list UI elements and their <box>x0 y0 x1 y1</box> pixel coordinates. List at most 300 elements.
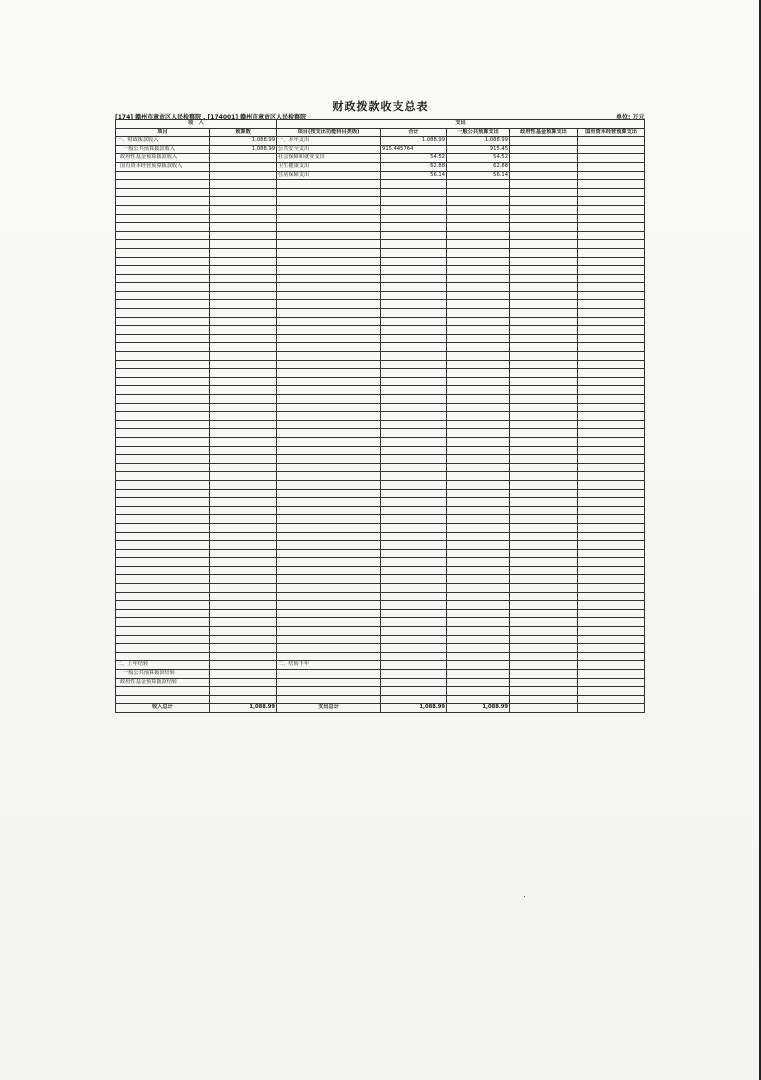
empty-cell <box>578 240 645 249</box>
empty-cell <box>210 635 277 644</box>
empty-cell <box>447 575 510 584</box>
table-row <box>116 687 645 696</box>
empty-cell <box>210 463 277 472</box>
empty-cell <box>578 446 645 455</box>
empty-cell <box>210 566 277 575</box>
empty-cell <box>510 360 578 369</box>
empty-cell <box>510 317 578 326</box>
empty-cell <box>510 523 578 532</box>
empty-cell <box>116 506 210 515</box>
empty-cell <box>510 566 578 575</box>
empty-cell <box>277 197 381 206</box>
empty-cell <box>578 214 645 223</box>
empty-cell <box>510 395 578 404</box>
empty-cell <box>210 274 277 283</box>
empty-cell <box>510 231 578 240</box>
empty-cell <box>381 248 447 257</box>
empty-cell <box>510 670 578 679</box>
empty-cell <box>578 661 645 670</box>
empty-cell <box>381 566 447 575</box>
empty-cell <box>447 463 510 472</box>
table-row <box>116 403 645 412</box>
empty-cell <box>447 644 510 653</box>
table-row <box>116 704 645 713</box>
empty-cell <box>381 240 447 249</box>
empty-cell <box>210 480 277 489</box>
empty-cell <box>381 231 447 240</box>
empty-cell <box>381 670 447 679</box>
empty-cell <box>210 223 277 232</box>
empty-cell <box>510 498 578 507</box>
table-row <box>116 627 645 636</box>
empty-cell <box>381 369 447 378</box>
empty-cell <box>578 334 645 343</box>
finance-table <box>115 119 645 713</box>
empty-cell <box>210 403 277 412</box>
empty-cell <box>381 420 447 429</box>
empty-cell <box>277 609 381 618</box>
empty-cell <box>116 403 210 412</box>
empty-cell <box>277 627 381 636</box>
empty-cell <box>210 352 277 361</box>
empty-cell <box>277 257 381 266</box>
empty-cell <box>447 670 510 679</box>
empty-cell <box>447 197 510 206</box>
empty-cell <box>210 317 277 326</box>
empty-cell <box>210 652 277 661</box>
empty-cell <box>116 695 210 704</box>
empty-cell <box>381 584 447 593</box>
empty-cell <box>116 343 210 352</box>
income-group-header: 收 入 <box>116 120 277 129</box>
empty-cell <box>510 180 578 189</box>
table-row <box>116 360 645 369</box>
empty-cell <box>381 180 447 189</box>
empty-cell <box>277 300 381 309</box>
table-row <box>116 309 645 318</box>
header-group-row <box>116 120 645 129</box>
general-budget-cell: 1,088.99 <box>447 137 510 146</box>
empty-cell <box>210 248 277 257</box>
empty-cell <box>381 395 447 404</box>
empty-cell <box>381 334 447 343</box>
empty-cell <box>578 506 645 515</box>
state-capital-cell <box>578 154 645 163</box>
empty-cell <box>510 618 578 627</box>
empty-cell <box>210 197 277 206</box>
table-row <box>116 678 645 687</box>
empty-cell <box>510 274 578 283</box>
expense-item-header: 项目(按支出功能科目类级) <box>277 128 381 137</box>
empty-cell <box>510 635 578 644</box>
empty-cell <box>381 635 447 644</box>
empty-cell <box>116 644 210 653</box>
table-row <box>116 326 645 335</box>
empty-cell <box>510 532 578 541</box>
empty-cell <box>447 343 510 352</box>
empty-cell <box>210 180 277 189</box>
table-row <box>116 575 645 584</box>
empty-cell <box>510 257 578 266</box>
empty-cell <box>210 523 277 532</box>
table-row <box>116 618 645 627</box>
table-row <box>116 334 645 343</box>
general-budget-cell: 915.45 <box>447 145 510 154</box>
empty-cell <box>510 678 578 687</box>
empty-cell <box>381 300 447 309</box>
fund-budget-cell <box>510 137 578 146</box>
empty-cell <box>578 695 645 704</box>
empty-cell <box>447 309 510 318</box>
empty-cell <box>116 240 210 249</box>
empty-cell <box>116 334 210 343</box>
empty-cell <box>277 214 381 223</box>
empty-cell <box>116 687 210 696</box>
empty-cell <box>277 644 381 653</box>
empty-cell <box>578 601 645 610</box>
table-row <box>116 661 645 670</box>
empty-cell <box>447 326 510 335</box>
empty-cell <box>210 429 277 438</box>
empty-cell <box>510 609 578 618</box>
empty-cell <box>277 652 381 661</box>
table-row <box>116 197 645 206</box>
empty-cell <box>277 541 381 550</box>
empty-cell <box>210 231 277 240</box>
empty-cell <box>116 309 210 318</box>
empty-cell <box>277 695 381 704</box>
empty-cell <box>510 455 578 464</box>
empty-cell <box>277 291 381 300</box>
empty-cell <box>447 386 510 395</box>
empty-cell <box>277 601 381 610</box>
general-budget-header: 一般公共预算支出 <box>447 128 510 137</box>
table-row <box>116 463 645 472</box>
table-row <box>116 343 645 352</box>
empty-cell <box>578 352 645 361</box>
empty-cell <box>116 618 210 627</box>
empty-cell <box>447 618 510 627</box>
empty-cell <box>277 489 381 498</box>
empty-cell <box>116 584 210 593</box>
empty-cell <box>447 541 510 550</box>
empty-cell <box>210 618 277 627</box>
empty-cell <box>116 592 210 601</box>
empty-cell <box>277 635 381 644</box>
empty-cell <box>210 214 277 223</box>
table-row <box>116 506 645 515</box>
empty-cell <box>116 455 210 464</box>
empty-cell <box>447 300 510 309</box>
empty-cell <box>381 429 447 438</box>
empty-cell <box>381 592 447 601</box>
empty-cell <box>210 326 277 335</box>
empty-cell <box>510 506 578 515</box>
empty-cell <box>447 403 510 412</box>
empty-cell <box>578 257 645 266</box>
empty-cell <box>210 601 277 610</box>
income-total-label: 收入总计 <box>116 704 210 713</box>
empty-cell <box>578 266 645 275</box>
empty-cell <box>578 498 645 507</box>
table-row <box>116 489 645 498</box>
table-row <box>116 695 645 704</box>
expense-total-cell: 54.52 <box>381 154 447 163</box>
empty-cell <box>447 180 510 189</box>
empty-cell <box>381 541 447 550</box>
empty-cell <box>578 420 645 429</box>
general-budget-cell: 62.88 <box>447 162 510 171</box>
empty-cell <box>116 352 210 361</box>
empty-cell <box>447 334 510 343</box>
empty-cell <box>277 463 381 472</box>
empty-cell <box>510 584 578 593</box>
empty-cell <box>578 309 645 318</box>
empty-cell <box>210 343 277 352</box>
empty-cell <box>578 584 645 593</box>
empty-cell <box>116 515 210 524</box>
table-row <box>116 635 645 644</box>
empty-cell <box>277 205 381 214</box>
empty-cell <box>381 523 447 532</box>
empty-cell <box>578 188 645 197</box>
empty-cell <box>381 472 447 481</box>
empty-cell <box>510 188 578 197</box>
empty-cell <box>447 601 510 610</box>
empty-cell <box>381 532 447 541</box>
empty-cell <box>277 429 381 438</box>
empty-cell <box>381 558 447 567</box>
income-item-cell: 一般公共预算拨款收入 <box>116 145 210 154</box>
empty-cell <box>447 532 510 541</box>
empty-cell <box>578 283 645 292</box>
empty-cell <box>381 274 447 283</box>
fund-budget-cell <box>510 145 578 154</box>
empty-cell <box>210 455 277 464</box>
empty-cell <box>381 360 447 369</box>
empty-cell <box>447 523 510 532</box>
income-item-cell: 国有资本经营预算拨款收入 <box>116 162 210 171</box>
empty-cell <box>210 678 277 687</box>
empty-cell <box>277 618 381 627</box>
empty-cell <box>210 532 277 541</box>
empty-cell <box>578 300 645 309</box>
income-item-header: 项目 <box>116 128 210 137</box>
empty-cell <box>116 627 210 636</box>
empty-cell <box>510 437 578 446</box>
table-row <box>116 171 645 180</box>
empty-cell <box>381 197 447 206</box>
empty-cell <box>381 377 447 386</box>
empty-cell <box>277 309 381 318</box>
empty-cell <box>277 687 381 696</box>
empty-cell <box>381 506 447 515</box>
empty-cell <box>277 317 381 326</box>
empty-cell <box>116 248 210 257</box>
empty-cell <box>510 291 578 300</box>
empty-cell <box>210 283 277 292</box>
empty-cell <box>447 420 510 429</box>
empty-cell <box>578 463 645 472</box>
empty-cell <box>510 704 578 713</box>
total-header: 合计 <box>381 128 447 137</box>
empty-cell <box>116 412 210 421</box>
empty-cell <box>447 678 510 687</box>
empty-cell <box>116 266 210 275</box>
empty-cell <box>447 395 510 404</box>
empty-cell <box>277 549 381 558</box>
income-total-value: 1,088.99 <box>210 704 277 713</box>
empty-cell <box>210 291 277 300</box>
empty-cell <box>116 231 210 240</box>
empty-cell <box>578 180 645 189</box>
table-row <box>116 240 645 249</box>
table-row <box>116 437 645 446</box>
table-row <box>116 248 645 257</box>
empty-cell <box>578 369 645 378</box>
empty-cell <box>578 291 645 300</box>
empty-cell <box>210 412 277 421</box>
table-row <box>116 395 645 404</box>
empty-cell <box>447 687 510 696</box>
empty-cell <box>381 549 447 558</box>
table-row <box>116 601 645 610</box>
income-amount-cell: 1,088.99 <box>210 145 277 154</box>
income-amount-cell: 1,088.99 <box>210 137 277 146</box>
empty-cell <box>116 635 210 644</box>
empty-cell <box>210 592 277 601</box>
empty-cell <box>116 291 210 300</box>
empty-cell <box>510 549 578 558</box>
table-row <box>116 652 645 661</box>
empty-cell <box>510 627 578 636</box>
table-row <box>116 386 645 395</box>
expense-item-cell: 卫生健康支出 <box>277 162 381 171</box>
empty-cell <box>116 549 210 558</box>
empty-cell <box>447 472 510 481</box>
empty-cell <box>277 498 381 507</box>
empty-cell <box>578 687 645 696</box>
table-row <box>116 274 645 283</box>
empty-cell <box>510 334 578 343</box>
empty-cell <box>210 584 277 593</box>
empty-cell <box>578 541 645 550</box>
empty-cell <box>447 223 510 232</box>
table-row <box>116 369 645 378</box>
empty-cell <box>510 480 578 489</box>
empty-cell <box>447 412 510 421</box>
empty-cell <box>116 523 210 532</box>
empty-cell <box>116 360 210 369</box>
empty-cell <box>578 395 645 404</box>
empty-cell <box>447 498 510 507</box>
empty-cell <box>447 352 510 361</box>
empty-cell <box>510 248 578 257</box>
fund-budget-cell <box>510 154 578 163</box>
carry-expense-title: 二、结转下年 <box>277 661 381 670</box>
table-row <box>116 446 645 455</box>
empty-cell <box>116 300 210 309</box>
empty-cell <box>578 472 645 481</box>
carry-income-title: 二、上年结转 <box>116 661 210 670</box>
empty-cell <box>277 480 381 489</box>
table-row <box>116 549 645 558</box>
table-row <box>116 162 645 171</box>
empty-cell <box>277 240 381 249</box>
empty-cell <box>116 214 210 223</box>
empty-cell <box>447 274 510 283</box>
empty-cell <box>277 180 381 189</box>
table-row <box>116 584 645 593</box>
empty-cell <box>277 386 381 395</box>
empty-cell <box>116 463 210 472</box>
empty-cell <box>210 266 277 275</box>
empty-cell <box>116 532 210 541</box>
empty-cell <box>578 377 645 386</box>
empty-cell <box>578 515 645 524</box>
empty-cell <box>210 369 277 378</box>
empty-cell <box>210 498 277 507</box>
table-row <box>116 566 645 575</box>
empty-cell <box>510 266 578 275</box>
empty-cell <box>578 532 645 541</box>
empty-cell <box>447 446 510 455</box>
empty-cell <box>578 609 645 618</box>
table-row <box>116 180 645 189</box>
empty-cell <box>578 618 645 627</box>
empty-cell <box>381 644 447 653</box>
empty-cell <box>116 652 210 661</box>
empty-cell <box>210 188 277 197</box>
empty-cell <box>277 558 381 567</box>
empty-cell <box>116 480 210 489</box>
empty-cell <box>381 455 447 464</box>
empty-cell <box>381 214 447 223</box>
income-amount-cell <box>210 171 277 180</box>
empty-cell <box>210 420 277 429</box>
empty-cell <box>447 566 510 575</box>
empty-cell <box>447 205 510 214</box>
empty-cell <box>210 670 277 679</box>
empty-cell <box>510 489 578 498</box>
empty-cell <box>447 652 510 661</box>
empty-cell <box>510 601 578 610</box>
empty-cell <box>578 678 645 687</box>
empty-cell <box>116 541 210 550</box>
table-row <box>116 609 645 618</box>
empty-cell <box>578 317 645 326</box>
carry-fund-label: 政府性基金预算拨款结转 <box>116 678 210 687</box>
empty-cell <box>277 472 381 481</box>
empty-cell <box>447 627 510 636</box>
income-item-cell <box>116 171 210 180</box>
empty-cell <box>578 412 645 421</box>
empty-cell <box>210 515 277 524</box>
empty-cell <box>116 326 210 335</box>
empty-cell <box>510 592 578 601</box>
empty-cell <box>381 291 447 300</box>
empty-cell <box>510 515 578 524</box>
table-row <box>116 283 645 292</box>
empty-cell <box>277 506 381 515</box>
table-row <box>116 592 645 601</box>
table-row <box>116 257 645 266</box>
empty-cell <box>381 678 447 687</box>
empty-cell <box>447 231 510 240</box>
empty-cell <box>210 395 277 404</box>
empty-cell <box>578 437 645 446</box>
empty-cell <box>116 446 210 455</box>
